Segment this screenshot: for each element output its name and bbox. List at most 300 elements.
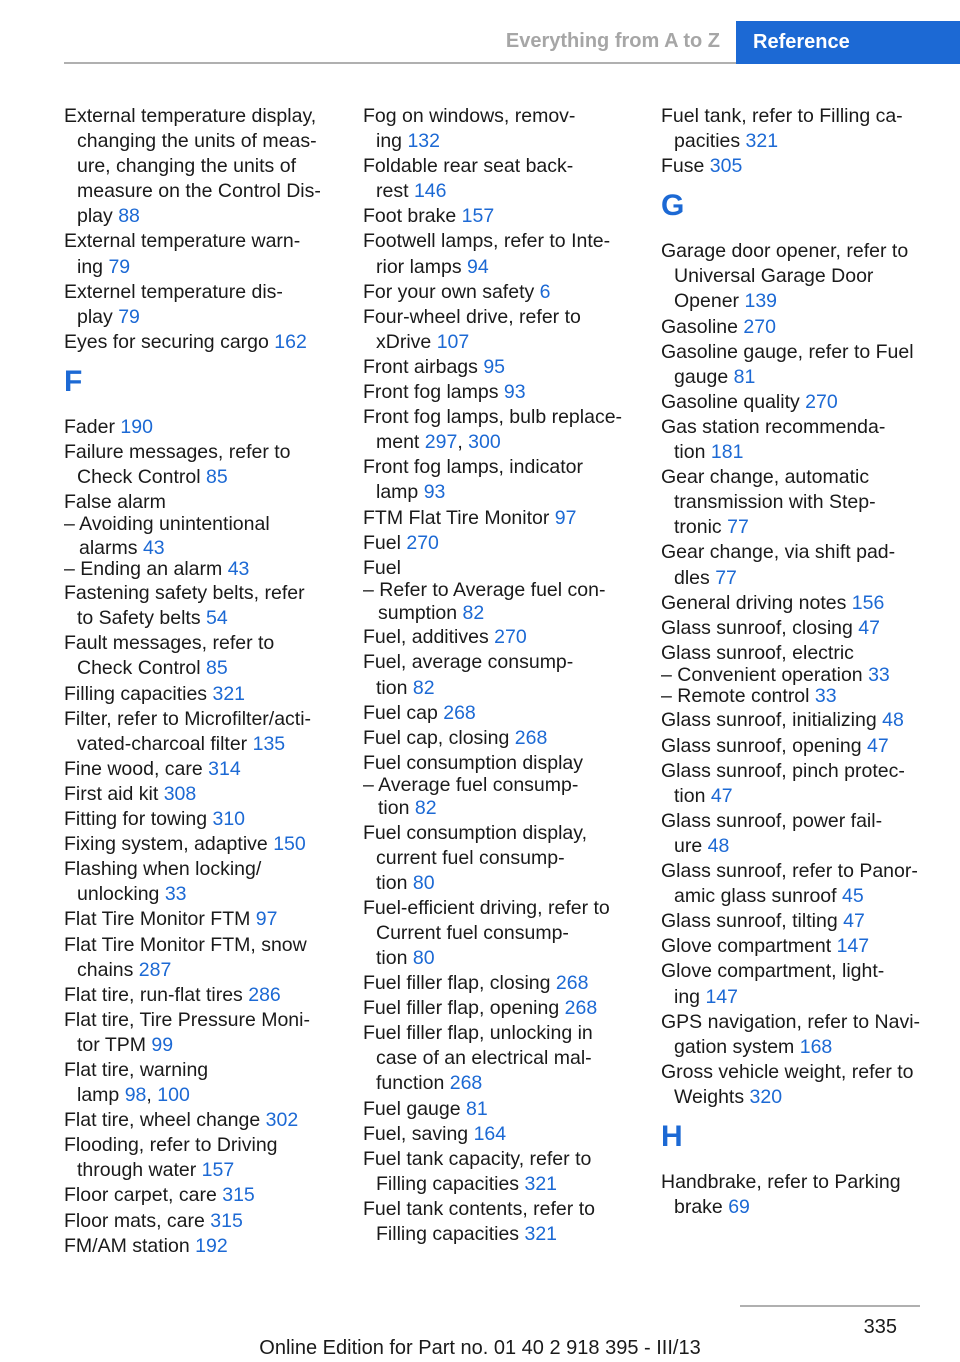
- entry-text: Glass sunroof, opening: [661, 734, 862, 757]
- page-reference-link[interactable]: 99: [151, 1033, 174, 1056]
- index-entry: [64, 907, 336, 932]
- page-reference-link[interactable]: 157: [461, 205, 495, 228]
- entry-text: sumption: [378, 602, 458, 625]
- index-letter-heading: F: [64, 364, 83, 398]
- entry-text: Gear change, via shift pad-: [661, 541, 896, 564]
- entry-text: vated-charcoal filter: [77, 732, 248, 755]
- entry-text: FM/AM station: [64, 1234, 190, 1257]
- entry-text: Fuel: [363, 556, 401, 579]
- entry-text: Handbrake, refer to Parking: [661, 1170, 901, 1193]
- page-reference-link[interactable]: 33: [868, 663, 890, 686]
- index-entry: [64, 807, 336, 832]
- page-reference-link[interactable]: 43: [227, 557, 250, 580]
- page-reference-link[interactable]: 80: [412, 947, 435, 969]
- index-entry: [64, 490, 336, 515]
- entry-text: Fader: [64, 415, 115, 438]
- index-subentry: [64, 558, 336, 581]
- entry-text: play: [77, 205, 113, 228]
- index-subentry: [363, 774, 635, 821]
- entry-text: transmission with Step-: [674, 491, 876, 514]
- entry-text: Gear change, automatic: [661, 466, 870, 489]
- entry-text: to Safety belts: [77, 607, 201, 630]
- entry-text: ing: [674, 985, 701, 1008]
- entry-text: Footwell lamps, refer to Inte-: [363, 230, 611, 253]
- index-entry: [64, 330, 336, 355]
- entry-text: Fuel cap: [363, 701, 438, 724]
- entry-text: Gas station recommenda-: [661, 415, 886, 438]
- index-entry: [363, 996, 635, 1021]
- index-entry: [363, 531, 635, 556]
- entry-text: Fuel cap, closing: [363, 726, 510, 749]
- page-reference-link[interactable]: 88: [118, 205, 140, 228]
- entry-text: tion: [378, 797, 410, 820]
- entry-text: function: [376, 1072, 445, 1095]
- index-entry: [363, 229, 635, 279]
- header-section-title: Everything from A to Z: [505, 30, 720, 52]
- entry-text: tion: [674, 784, 706, 807]
- index-entry: [363, 280, 635, 305]
- index-entry: [363, 726, 635, 751]
- entry-text: pacities: [674, 130, 741, 153]
- page-reference-link[interactable]: 181: [710, 441, 744, 464]
- entry-text: Glove compartment: [661, 935, 832, 958]
- index-entry: [661, 734, 933, 759]
- entry-text: Fuel tank capacity, refer to: [363, 1147, 592, 1170]
- entry-text: ure, changing the units of: [77, 155, 296, 178]
- index-entry: [661, 859, 933, 909]
- index-entry: [661, 104, 933, 154]
- index-entry: [64, 280, 336, 330]
- index-entry: [64, 707, 336, 757]
- page-reference-link[interactable]: 315: [210, 1209, 243, 1232]
- entry-text: Fuel filler flap, closing: [363, 972, 551, 995]
- entry-text: through water: [77, 1159, 197, 1182]
- index-entry: [661, 239, 933, 314]
- entry-text: Flat tire, wheel change: [64, 1109, 261, 1132]
- index-entry: [661, 934, 933, 959]
- index-entry: [661, 415, 933, 465]
- page-reference-link[interactable]: 95: [483, 355, 506, 378]
- page-reference-link[interactable]: 147: [836, 935, 870, 958]
- entry-text: Four-wheel drive, refer to: [363, 305, 581, 328]
- index-entry: Front fog lamps, bulb replace- ment 297, 300: [363, 406, 623, 454]
- entry-text: Fastening safety belts, refer: [64, 582, 305, 605]
- entry-text: Fuel filler flap, opening: [363, 997, 560, 1020]
- entry-text: Weights: [674, 1085, 745, 1108]
- entry-text: Glass sunroof, tilting: [661, 910, 838, 933]
- page-reference-link[interactable]: 192: [195, 1234, 228, 1257]
- entry-text: Eyes for securing cargo: [64, 330, 269, 353]
- index-entry: [661, 591, 933, 616]
- page-reference-link[interactable]: 54: [206, 607, 228, 630]
- entry-text: lamp: [376, 481, 419, 504]
- index-entry: [363, 751, 635, 776]
- entry-text: tion: [376, 947, 408, 969]
- page-reference-link[interactable]: 100: [157, 1084, 190, 1107]
- entry-text: Glass sunroof, power fail-: [661, 809, 883, 832]
- index-entry: [661, 390, 933, 415]
- entry-text: Foot brake: [363, 205, 457, 228]
- entry-text: case of an electrical mal-: [376, 1047, 592, 1070]
- index-column-3: [661, 104, 933, 1220]
- entry-text: – Ending an alarm: [64, 557, 223, 580]
- page-reference-link[interactable]: 297: [424, 431, 458, 454]
- entry-text: FTM Flat Tire Monitor: [363, 506, 550, 529]
- page-number: 335: [863, 1316, 897, 1338]
- index-entry: [661, 759, 933, 809]
- index-entry: [363, 204, 635, 229]
- index-entry: [661, 315, 933, 340]
- entry-text: play: [77, 305, 113, 328]
- index-entry: [661, 641, 933, 666]
- entry-text: xDrive: [376, 330, 432, 353]
- entry-text: Filling capacities: [376, 1172, 520, 1195]
- header-reference-tab[interactable]: Reference: [736, 21, 960, 64]
- entry-text: – Average fuel consump-: [363, 773, 579, 796]
- page-reference-link[interactable]: 308: [163, 782, 197, 805]
- index-entry: [64, 581, 336, 631]
- index-subentry: [363, 579, 635, 626]
- index-entry: [363, 154, 635, 204]
- entry-text: – Avoiding unintentional: [64, 513, 270, 536]
- page-reference-link[interactable]: 97: [554, 506, 577, 529]
- index-entry: [363, 1122, 635, 1147]
- entry-text: Fuel tank, refer to Filling ca-: [661, 105, 903, 127]
- index-entry: [661, 1060, 933, 1110]
- entry-text: Flooding, refer to Driving: [64, 1134, 278, 1157]
- index-entry: [363, 1197, 635, 1247]
- index-entry: [64, 440, 336, 490]
- page-reference-link[interactable]: 162: [274, 330, 307, 353]
- entry-text: False alarm: [64, 491, 166, 514]
- page-reference-link[interactable]: 45: [842, 885, 864, 908]
- page-reference-link[interactable]: 81: [466, 1097, 488, 1120]
- entry-text: ing: [77, 255, 104, 278]
- entry-text: tor TPM: [77, 1033, 146, 1056]
- page-reference-link[interactable]: 156: [851, 591, 885, 614]
- index-entry: [64, 782, 336, 807]
- page-reference-link[interactable]: 79: [108, 255, 131, 278]
- entry-text: Garage door opener, refer to: [661, 240, 909, 263]
- index-entry: [64, 682, 336, 707]
- index-entry: [661, 1010, 933, 1060]
- index-entry: [661, 1170, 933, 1220]
- page-reference-link[interactable]: 286: [248, 983, 281, 1006]
- index-entry: [661, 465, 933, 540]
- page-reference-link[interactable]: 270: [494, 626, 527, 649]
- page-reference-link[interactable]: 300: [468, 431, 501, 454]
- page-reference-link[interactable]: 190: [120, 415, 153, 438]
- entry-text: Fuse: [661, 155, 705, 178]
- page-reference-link[interactable]: 85: [205, 466, 228, 489]
- index-entry: [64, 229, 336, 279]
- index-entry: [64, 857, 336, 907]
- entry-text: Fuel tank contents, refer to: [363, 1197, 595, 1220]
- page-reference-link[interactable]: 132: [407, 130, 440, 153]
- index-entry: [363, 701, 635, 726]
- page-reference-link[interactable]: 268: [564, 997, 598, 1020]
- index-entry: [64, 104, 336, 229]
- entry-text: alarms: [79, 536, 138, 559]
- index-entry: [64, 983, 336, 1008]
- entry-text: Flat Tire Monitor FTM, snow: [64, 933, 307, 956]
- index-entry: [363, 650, 635, 700]
- index-entry: [661, 540, 933, 590]
- page-reference-link[interactable]: 77: [715, 566, 737, 589]
- index-entry: [363, 380, 635, 405]
- page-reference-link[interactable]: 80: [412, 871, 435, 894]
- index-entry: Flat tire, warning lamp 98, 100: [64, 1058, 209, 1107]
- page-reference-link[interactable]: 47: [858, 616, 880, 639]
- index-subentry: [661, 664, 933, 687]
- page-reference-link[interactable]: 164: [473, 1122, 507, 1145]
- page-reference-link[interactable]: 93: [503, 381, 526, 404]
- entry-text: Filter, refer to Microfilter/acti-: [64, 707, 312, 730]
- index-entry: [363, 1021, 635, 1096]
- page-reference-link[interactable]: 321: [745, 130, 779, 153]
- entry-text: ure: [674, 834, 703, 857]
- entry-text: Fault messages, refer to: [64, 632, 275, 655]
- index-entry: [661, 809, 933, 859]
- entry-text: tronic: [674, 516, 722, 539]
- entry-text: unlocking: [77, 883, 160, 906]
- entry-text: Check Control: [77, 657, 201, 680]
- index-column-2: [363, 104, 635, 1247]
- entry-text: Glass sunroof, closing: [661, 616, 853, 639]
- index-entry: [64, 631, 336, 681]
- page-reference-link[interactable]: 268: [443, 701, 476, 724]
- entry-text: Flat tire, run-flat tires: [64, 983, 243, 1006]
- index-entry: [363, 821, 635, 896]
- entry-text: Front fog lamps, bulb replace-: [363, 406, 623, 429]
- index-entry: [64, 757, 336, 782]
- page-reference-link[interactable]: 146: [413, 180, 447, 203]
- entry-text: Fuel consumption display,: [363, 821, 588, 844]
- entry-text: dles: [674, 566, 710, 589]
- page-reference-link[interactable]: 320: [749, 1085, 783, 1108]
- index-entry: [661, 154, 933, 179]
- index-subentry: [64, 513, 336, 560]
- page-reference-link[interactable]: 6: [539, 280, 551, 303]
- page-reference-link[interactable]: 81: [733, 365, 756, 388]
- entry-text: Floor carpet, care: [64, 1184, 217, 1207]
- entry-text: Fixing system, adaptive: [64, 833, 268, 856]
- entry-text: Failure messages, refer to: [64, 441, 291, 464]
- page-reference-link[interactable]: 48: [882, 709, 904, 732]
- entry-text: Flat tire, warning: [64, 1058, 209, 1081]
- entry-text: changing the units of meas-: [77, 130, 317, 153]
- entry-text: tion: [674, 441, 706, 464]
- entry-text: Externel temperature dis-: [64, 280, 283, 303]
- page-reference-link[interactable]: 94: [467, 255, 489, 278]
- footer-edition: Online Edition for Part no. 01 40 2 918 395 - III/13: [259, 1337, 701, 1359]
- entry-text: First aid kit: [64, 782, 159, 805]
- index-entry: [64, 415, 336, 440]
- entry-text: Glove compartment, light-: [661, 960, 885, 983]
- index-entry: [363, 506, 635, 531]
- entry-text: External temperature warn-: [64, 230, 301, 253]
- entry-text: Fuel: [363, 531, 401, 554]
- entry-text: Fuel gauge: [363, 1097, 461, 1120]
- page-reference-link[interactable]: 315: [222, 1184, 255, 1207]
- entry-text: Front fog lamps: [363, 381, 499, 404]
- index-entry: [363, 355, 635, 380]
- entry-text: rior lamps: [376, 255, 462, 278]
- page-reference-link[interactable]: 98: [124, 1084, 147, 1107]
- page-reference-link[interactable]: 157: [201, 1159, 235, 1182]
- index-entry: [64, 1234, 336, 1259]
- page-reference-link[interactable]: 270: [406, 531, 439, 554]
- entry-text: Front fog lamps, indicator: [363, 456, 584, 479]
- page-reference-link[interactable]: 33: [814, 685, 837, 708]
- page-reference-link[interactable]: 135: [252, 732, 286, 755]
- page-reference-link[interactable]: 47: [710, 784, 733, 807]
- entry-text: Flat tire, Tire Pressure Moni-: [64, 1008, 310, 1031]
- index-entry: [661, 959, 933, 1009]
- entry-text: For your own safety: [363, 280, 535, 303]
- page-reference-link[interactable]: 69: [728, 1196, 750, 1219]
- page-reference-link[interactable]: 268: [555, 972, 589, 995]
- entry-text: Glass sunroof, initializing: [661, 709, 877, 732]
- entry-text: brake: [674, 1196, 723, 1219]
- entry-text: chains: [77, 958, 134, 981]
- page-reference-link[interactable]: 321: [524, 1223, 558, 1246]
- entry-text: Opener: [674, 290, 740, 313]
- entry-text: Universal Garage Door: [674, 265, 874, 288]
- index-entry: [363, 455, 635, 505]
- entry-text: External temperature display,: [64, 105, 317, 127]
- entry-text: Foldable rear seat back-: [363, 155, 574, 178]
- page-reference-link[interactable]: 82: [462, 602, 485, 625]
- index-entry: [363, 1097, 635, 1122]
- entry-text: Glass sunroof, pinch protec-: [661, 759, 905, 782]
- index-entry: [661, 340, 933, 390]
- entry-text: Filling capacities: [376, 1223, 520, 1246]
- entry-text: amic glass sunroof: [674, 885, 837, 908]
- page-reference-link[interactable]: 48: [707, 834, 730, 857]
- entry-text: lamp: [77, 1084, 120, 1107]
- page-reference-link[interactable]: 314: [208, 757, 241, 780]
- entry-text: Glass sunroof, electric: [661, 641, 854, 664]
- page-reference-link[interactable]: 77: [727, 516, 749, 539]
- index-entry: [64, 832, 336, 857]
- entry-text: Current fuel consump-: [376, 921, 569, 944]
- page-reference-link[interactable]: 47: [866, 734, 889, 757]
- entry-text: Flashing when locking/: [64, 858, 262, 881]
- entry-text: ment: [376, 431, 420, 454]
- page-reference-link[interactable]: 93: [423, 481, 446, 504]
- entry-text: Filling capacities: [64, 682, 208, 705]
- index-entry: [661, 708, 933, 733]
- entry-text: Check Control: [77, 466, 201, 489]
- entry-text: measure on the Control Dis-: [77, 180, 321, 203]
- index-entry: [363, 625, 635, 650]
- entry-text: tion: [376, 676, 408, 699]
- entry-text: Glass sunroof, refer to Panor-: [661, 860, 918, 883]
- index-entry: [661, 616, 933, 641]
- entry-text: Fuel-efficient driving, refer to: [363, 896, 610, 919]
- index-entry: [363, 971, 635, 996]
- entry-text: Floor mats, care: [64, 1209, 205, 1232]
- page-reference-link[interactable]: 33: [164, 883, 187, 906]
- page-reference-link[interactable]: 270: [743, 315, 776, 338]
- entry-text: Gasoline quality: [661, 390, 800, 413]
- index-entry: [363, 104, 635, 154]
- page-reference-link[interactable]: 168: [799, 1035, 833, 1058]
- page-reference-link[interactable]: 82: [412, 676, 435, 699]
- entry-text: Gross vehicle weight, refer to: [661, 1060, 914, 1083]
- page-reference-link[interactable]: 268: [449, 1072, 483, 1095]
- entry-text: Fine wood, care: [64, 757, 203, 780]
- entry-text: Fuel filler flap, unlocking in: [363, 1022, 593, 1045]
- page-reference-link[interactable]: 79: [118, 305, 140, 328]
- index-entry: [64, 1008, 336, 1058]
- index-entry: [64, 1108, 336, 1133]
- index-entry: [363, 1147, 635, 1197]
- page-reference-link[interactable]: 139: [744, 290, 778, 313]
- entry-text: Fuel consumption display: [363, 751, 584, 774]
- page-reference-link[interactable]: 321: [212, 682, 246, 705]
- page-reference-link[interactable]: 43: [142, 536, 165, 559]
- index-entry: [363, 896, 635, 971]
- page-reference-link[interactable]: 47: [843, 910, 865, 933]
- page-reference-link[interactable]: 268: [514, 726, 548, 749]
- page-reference-link[interactable]: 321: [524, 1172, 558, 1195]
- entry-text: Gasoline: [661, 315, 738, 338]
- page-reference-link[interactable]: 97: [255, 908, 278, 931]
- index-entry: [363, 305, 635, 355]
- index-letter-heading: H: [661, 1119, 683, 1153]
- page-reference-link[interactable]: 107: [436, 330, 470, 353]
- entry-text: – Refer to Average fuel con-: [363, 578, 606, 601]
- entry-text: – Convenient operation: [661, 663, 863, 686]
- entry-text: Flat Tire Monitor FTM: [64, 908, 251, 931]
- page-reference-link[interactable]: 310: [212, 808, 246, 831]
- index-letter-heading: G: [661, 189, 685, 223]
- page-reference-link[interactable]: 82: [414, 797, 437, 820]
- entry-text: tion: [376, 871, 408, 894]
- page-reference-link[interactable]: 85: [205, 657, 228, 680]
- index-entry: [64, 1209, 336, 1234]
- entry-text: Fuel, additives: [363, 626, 489, 649]
- footer-rule: [740, 1305, 920, 1307]
- page-reference-link[interactable]: 302: [265, 1109, 299, 1132]
- entry-text: Front airbags: [363, 355, 478, 378]
- page-reference-link[interactable]: 150: [273, 833, 306, 856]
- entry-text: gauge: [674, 365, 729, 388]
- index-entry: [64, 1133, 336, 1183]
- index-entry: [64, 933, 336, 983]
- entry-text: Fuel, saving: [363, 1122, 469, 1145]
- entry-text: gation system: [674, 1035, 795, 1058]
- index-subentry: [661, 685, 933, 708]
- page-reference-link[interactable]: 147: [705, 985, 738, 1008]
- entry-text: ing: [376, 130, 403, 153]
- entry-text: Fitting for towing: [64, 808, 208, 831]
- entry-text: current fuel consump-: [376, 846, 565, 869]
- index-entry: [64, 1183, 336, 1208]
- page-reference-link[interactable]: 305: [709, 155, 743, 178]
- entry-text: Gasoline gauge, refer to Fuel: [661, 340, 914, 363]
- index-column-1: [64, 104, 336, 1259]
- entry-text: Fog on windows, remov-: [363, 105, 576, 127]
- entry-text: rest: [376, 180, 409, 203]
- page-reference-link[interactable]: 287: [138, 958, 172, 981]
- page-reference-link[interactable]: 270: [805, 390, 838, 413]
- index-entry: [661, 909, 933, 934]
- entry-text: GPS navigation, refer to Navi-: [661, 1010, 921, 1033]
- entry-text: General driving notes: [661, 591, 847, 614]
